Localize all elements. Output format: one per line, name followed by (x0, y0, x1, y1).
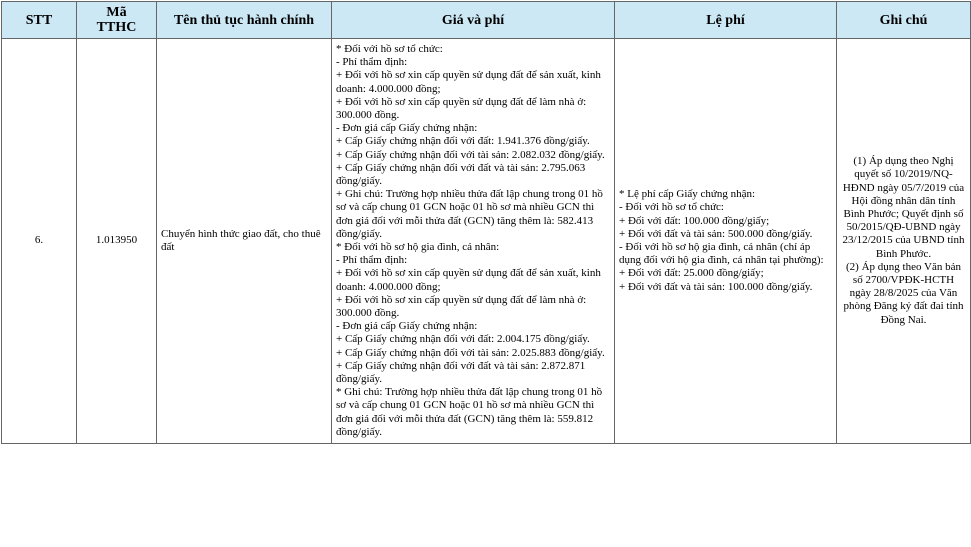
gia-line: + Đối với hồ sơ xin cấp quyền sử dụng đất để làm nhà ở: 300.000 đồng. (336, 293, 587, 320)
le-phi-line: + Đối với đất và tài sản: 100.000 đồng/giấy. (619, 280, 813, 293)
header-ghi-chu: Ghi chú (837, 2, 971, 39)
header-ma-tthc-line2: TTHC (96, 20, 137, 35)
gia-line: + Đối với hồ sơ xin cấp quyền sử dụng đất để làm nhà ở: 300.000 đồng. (336, 95, 587, 122)
le-phi-line: + Đối với đất: 25.000 đồng/giấy; (619, 267, 764, 280)
procedure-table (1, 1, 971, 444)
header-ma-tthc-line1: Mã (106, 5, 127, 20)
header-ma-tthc (77, 2, 157, 39)
gia-line: - Đơn giá cấp Giấy chứng nhận: (336, 122, 478, 135)
cell-ma-tthc: 1.013950 (77, 39, 157, 444)
cell-le-phi (615, 39, 837, 444)
gia-line: * Đối với hồ sơ hộ gia đình, cá nhân: (336, 241, 500, 254)
ghi-chu-line: (2) Áp dụng theo Văn bản số 2700/VPĐK-HCTH ngày 28/8/2025 của Văn phòng Đăng ký đất đai tỉnh Đồng Nai. (843, 260, 964, 326)
header-gia-va-phi: Giá và phí (332, 2, 615, 39)
gia-line: + Cấp Giấy chứng nhận đối với tài sản: 2.082.032 đồng/giấy. (336, 148, 605, 161)
gia-line: - Phí thẩm định: (336, 56, 408, 69)
header-ten-thu-tuc: Tên thủ tục hành chính (157, 2, 332, 39)
header-row (2, 2, 971, 39)
gia-line: - Phí thẩm định: (336, 254, 408, 267)
gia-line: + Cấp Giấy chứng nhận đối với đất: 2.004.175 đồng/giấy. (336, 333, 590, 346)
le-phi-line: + Đối với đất và tài sản: 500.000 đồng/giấy. (619, 227, 813, 240)
gia-line: + Cấp Giấy chứng nhận đối với đất và tài sản: 2.872.871 đồng/giấy. (336, 359, 586, 386)
cell-ghi-chu (837, 39, 971, 444)
gia-line: + Ghi chú: Trường hợp nhiều thửa đất lập chung trong 01 hồ sơ và cấp chung 01 GCN hoặc 01 hồ sơ mà nhiều GCN thì đơn giá đối với mỗi thửa đất (GCN) tăng thêm là: 582.413 đồng/giấy. (336, 188, 603, 240)
le-phi-line: * Lệ phí cấp Giấy chứng nhận: (619, 188, 756, 201)
table-row (2, 39, 971, 444)
gia-line: - Đơn giá cấp Giấy chứng nhận: (336, 320, 478, 333)
cell-ten-thu-tuc: Chuyển hình thức giao đất, cho thuê đất (157, 39, 332, 444)
gia-line: + Đối với hồ sơ xin cấp quyền sử dụng đất để sản xuất, kinh doanh: 4.000.000 đồng; (336, 69, 601, 95)
gia-line: + Cấp Giấy chứng nhận đối với đất: 1.941.376 đồng/giấy. (336, 135, 590, 148)
gia-line: + Đối với hồ sơ xin cấp quyền sử dụng đất để sản xuất, kinh doanh: 4.000.000 đồng; (336, 267, 601, 293)
ghi-chu-line: (1) Áp dụng theo Nghị quyết số 10/2019/NQ-HĐND ngày 05/7/2019 của Hội đồng nhân dân tỉnh Bình Phước; Quyết định số 50/2015/QĐ-UBND ngày 23/12/2015 của UBND tỉnh Bình Phước. (842, 155, 965, 260)
gia-line: + Cấp Giấy chứng nhận đối với tài sản: 2.025.883 đồng/giấy. (336, 346, 605, 359)
le-phi-line: - Đối với hồ sơ hộ gia đình, cá nhân (chỉ áp dụng đối với hộ gia đình, cá nhân tại phường): (619, 241, 824, 267)
gia-line: * Ghi chú: Trường hợp nhiều thửa đất lập chung trong 01 hồ sơ và cấp chung 01 GCN hoặc 01 hồ sơ mà nhiều GCN thì đơn giá đối với mỗi thửa đất (GCN) tăng thêm là: 559.812 đồng/giấy. (336, 386, 603, 438)
header-stt: STT (2, 2, 77, 39)
le-phi-line: - Đối với hồ sơ tổ chức: (619, 201, 724, 214)
header-le-phi: Lệ phí (615, 2, 837, 39)
gia-line: + Cấp Giấy chứng nhận đối với đất và tài sản: 2.795.063 đồng/giấy. (336, 161, 586, 188)
le-phi-line: + Đối với đất: 100.000 đồng/giấy; (619, 214, 770, 227)
gia-line: * Đối với hồ sơ tổ chức: (336, 43, 443, 55)
cell-stt: 6. (2, 39, 77, 444)
cell-gia-va-phi (332, 39, 615, 444)
